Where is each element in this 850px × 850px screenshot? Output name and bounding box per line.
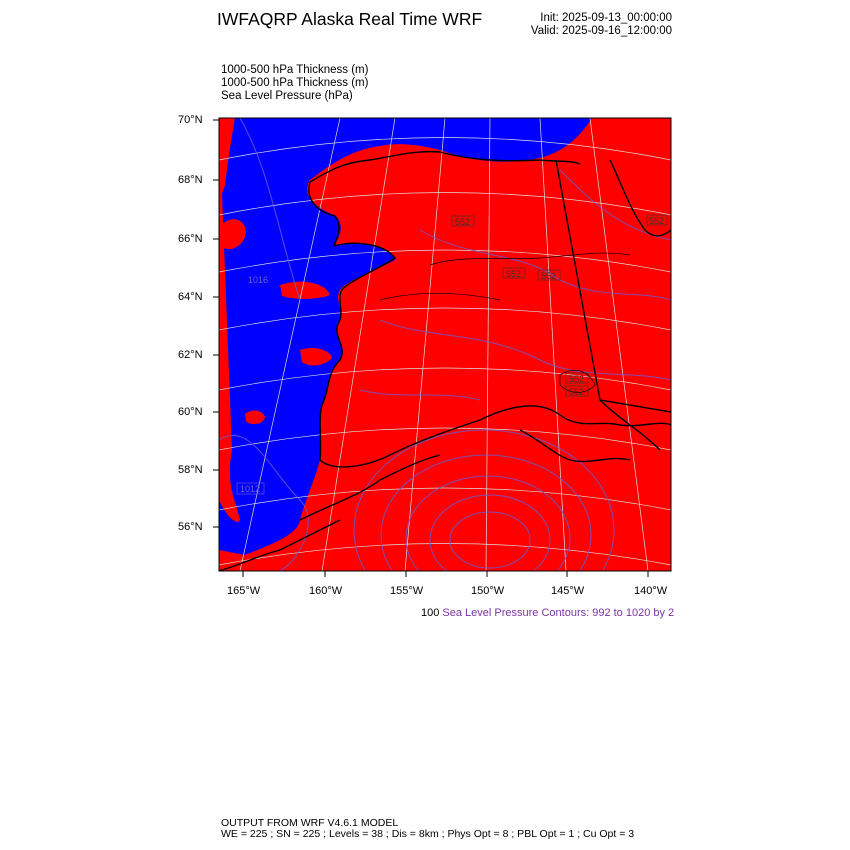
- lat-label: 56°N: [178, 521, 203, 533]
- contour-label-5: 552: [569, 387, 585, 397]
- lat-label: 60°N: [178, 406, 203, 418]
- contour-label-2: 552: [506, 269, 522, 279]
- model-info-line1: OUTPUT FROM WRF V4.6.1 MODEL: [221, 817, 399, 829]
- lat-label: 58°N: [178, 464, 203, 476]
- lon-label: 155°W: [390, 585, 424, 597]
- init-time: Init: 2025-09-13_00:00:00: [540, 12, 672, 24]
- lon-label: 160°W: [309, 585, 343, 597]
- contour-label-4: 552: [569, 374, 585, 384]
- field-label-thickness-1: 1000-500 hPa Thickness (m): [221, 64, 369, 76]
- lat-label: 62°N: [178, 349, 203, 361]
- lat-label: 66°N: [178, 233, 203, 245]
- contour-label-6: 552: [649, 216, 665, 226]
- contour-label-8: 1012: [240, 484, 261, 494]
- contour-label-3: 552: [541, 271, 557, 281]
- model-info-line2: WE = 225 ; SN = 225 ; Levels = 38 ; Dis = 8km ; Phys Opt = 8 ; PBL Opt = 1 ; Cu Opt = 3: [221, 828, 635, 840]
- contour-info-prefix: 100: [421, 607, 440, 619]
- contour-info-text: Sea Level Pressure Contours: 992 to 1020 by 2: [442, 607, 675, 619]
- contour-label-7: 1016: [248, 275, 269, 285]
- field-label-pressure: Sea Level Pressure (hPa): [221, 90, 353, 102]
- lon-label: 150°W: [471, 585, 505, 597]
- lon-label: 165°W: [227, 585, 261, 597]
- valid-time: Valid: 2025-09-16_12:00:00: [530, 25, 672, 37]
- contour-label-1: 552: [455, 217, 471, 227]
- contour-info: [421, 607, 674, 619]
- chart-title: IWFAQRP Alaska Real Time WRF: [217, 9, 483, 29]
- field-label-thickness-2: 1000-500 hPa Thickness (m): [221, 77, 369, 89]
- lon-label: 140°W: [634, 585, 668, 597]
- lat-label: 64°N: [178, 291, 203, 303]
- lon-label: 145°W: [551, 585, 585, 597]
- lat-label: 68°N: [178, 174, 203, 186]
- lat-label: 70°N: [178, 114, 203, 126]
